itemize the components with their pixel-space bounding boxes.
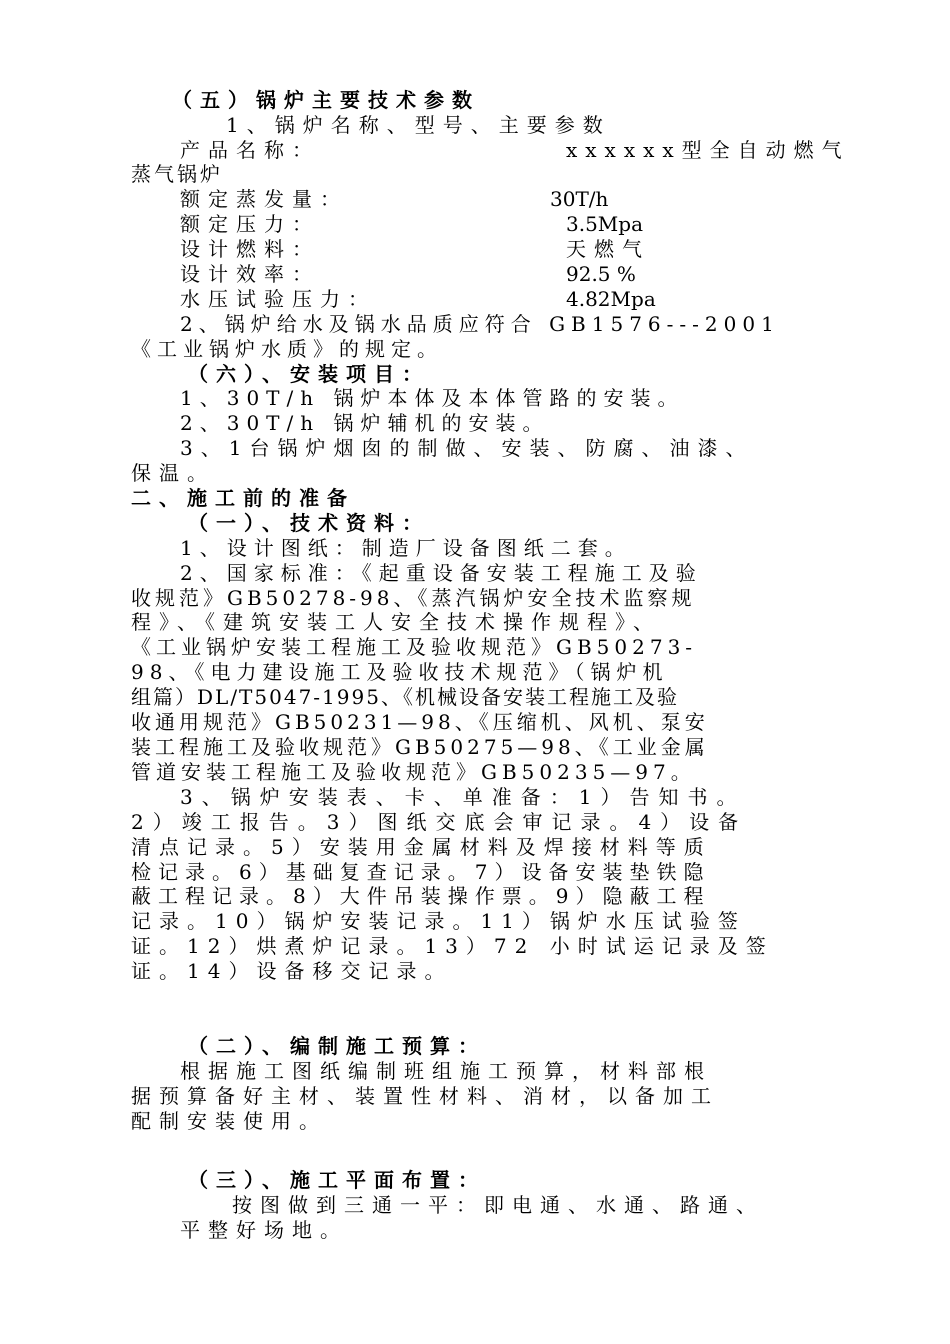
section6-heading: （六）、安装项目： bbox=[188, 362, 430, 386]
sub3-heading: （三）、施工平面布置： bbox=[188, 1168, 486, 1192]
section5-item1: 1、锅炉名称、型号、主要参数 bbox=[226, 113, 611, 137]
rated-steam-label: 额定蒸发量： bbox=[180, 187, 348, 211]
sub1-line: 98、《电力建设施工及验收技术规范》（锅炉机 bbox=[131, 660, 669, 684]
sub1-line: 收规范》GB50278-98、《蒸汽锅炉安全技术监察规 bbox=[131, 586, 696, 610]
section5-item2-line1: 2、锅炉给水及锅水品质应符合 GB1576---2001 bbox=[180, 312, 780, 336]
sub1-line: 管道安装工程施工及验收规范》GB50235—97。 bbox=[131, 760, 696, 784]
sub2-line: 根据施工图纸编制班组施工预算，材料部根 bbox=[180, 1059, 712, 1083]
sub3-line: 按图做到三通一平：即电通、水通、路通、 bbox=[232, 1193, 764, 1217]
section6-item: 保温。 bbox=[131, 461, 215, 485]
sub1-line: 1、设计图纸：制造厂设备图纸二套。 bbox=[180, 536, 632, 560]
product-name-value: xxxxxx型全自动燃气 bbox=[566, 138, 850, 162]
sub1-line: 2、国家标准：《起重设备安装工程施工及验 bbox=[180, 561, 703, 585]
sub3-line: 平整好场地。 bbox=[180, 1218, 348, 1242]
sub1-line: 程》、《建筑安装工人安全技术操作规程》、 bbox=[131, 610, 661, 634]
product-name-label: 产品名称： bbox=[180, 138, 320, 162]
sub1-line: 证。12）烘煮炉记录。13）72 小时试运记录及签 bbox=[131, 934, 774, 958]
sub1-line: 《工业锅炉安装工程施工及验收规范》GB50273- bbox=[131, 635, 698, 659]
rated-pressure-value: 3.5Mpa bbox=[566, 212, 644, 236]
section6-item: 1、30T/h 锅炉本体及本体管路的安装。 bbox=[180, 386, 685, 410]
part2-heading: 二、施工前的准备 bbox=[131, 486, 355, 510]
sub2-line: 据预算备好主材、装置性材料、消材，以备加工 bbox=[131, 1084, 719, 1108]
hydro-test-value: 4.82Mpa bbox=[566, 287, 656, 311]
section5-item2-line2: 《工业锅炉水质》的规定。 bbox=[131, 337, 443, 361]
design-efficiency-label: 设计效率： bbox=[180, 262, 320, 286]
sub1-line: 证。14）设备移交记录。 bbox=[131, 959, 453, 983]
sub1-heading: （一）、技术资料： bbox=[188, 511, 430, 535]
product-name-cont: 蒸气锅炉 bbox=[131, 162, 223, 186]
design-efficiency-value: 92.5 % bbox=[566, 262, 636, 286]
sub1-line: 装工程施工及验收规范》GB50275—98、《工业金属 bbox=[131, 735, 709, 759]
sub2-line: 配制安装使用。 bbox=[131, 1109, 327, 1133]
rated-steam-value: 30T/h bbox=[550, 187, 609, 211]
hydro-test-label: 水压试验压力： bbox=[180, 287, 376, 311]
sub1-line: 组篇）DL/T5047-1995、《机械设备安装工程施工及验 bbox=[131, 685, 679, 709]
section6-item: 2、30T/h 锅炉辅机的安装。 bbox=[180, 411, 550, 435]
sub2-heading: （二）、编制施工预算： bbox=[188, 1034, 486, 1058]
sub1-line: 记录。10）锅炉安装记录。11）锅炉水压试验签 bbox=[131, 909, 746, 933]
sub1-line: 蔽工程记录。8）大件吊装操作票。9）隐蔽工程 bbox=[131, 884, 711, 908]
sub1-line: 清点记录。5）安装用金属材料及焊接材料等质 bbox=[131, 835, 712, 859]
sub1-line: 收通用规范》GB50231—98、《压缩机、风机、泵安 bbox=[131, 710, 709, 734]
design-fuel-value: 天燃气 bbox=[566, 237, 650, 261]
section5-heading: （五）锅炉主要技术参数 bbox=[172, 88, 480, 112]
sub1-line: 检记录。6）基础复查记录。7）设备安装垫铁隐 bbox=[131, 860, 711, 884]
section6-item: 3、1台锅炉烟囱的制做、安装、防腐、油漆、 bbox=[180, 436, 754, 460]
sub1-line: 3、锅炉安装表、卡、单准备：1）告知书。 bbox=[180, 785, 746, 809]
sub1-line: 2）竣工报告。3）图纸交底会审记录。4）设备 bbox=[131, 810, 748, 834]
rated-pressure-label: 额定压力： bbox=[180, 212, 320, 236]
design-fuel-label: 设计燃料： bbox=[180, 237, 320, 261]
